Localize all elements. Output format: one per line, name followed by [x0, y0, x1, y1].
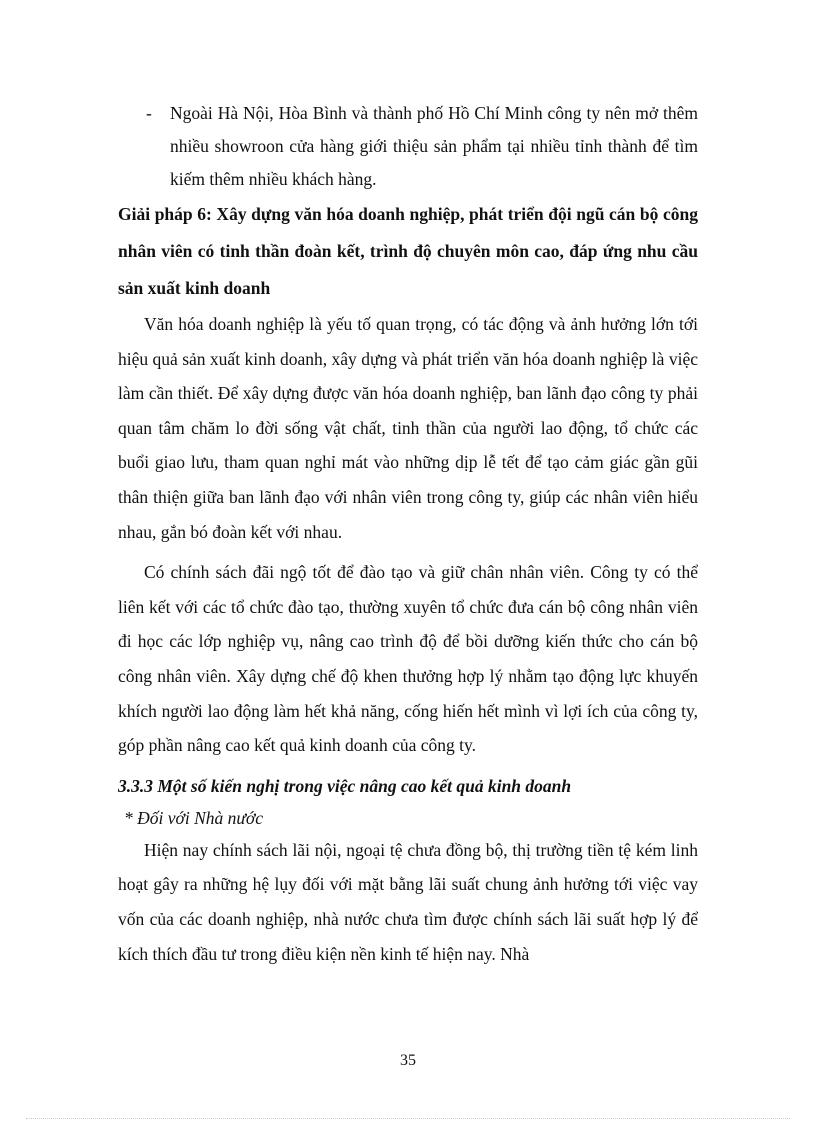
sub-heading: * Đối với Nhà nước — [124, 807, 264, 828]
paragraph-corporate-culture: Văn hóa doanh nghiệp là yếu tố quan trọng, có tác động và ảnh hưởng lớn tới hiệu quả sản xuất kinh doanh, xây dựng và phát triển văn hóa doanh nghiệp là việc làm cần thiết. Để xây dựng được văn hóa doanh nghiệp, ban lãnh đạo công ty phải quan tâm chăm lo đời sống vật chất, tinh thần của người lao động, tổ chức các buổi giao lưu, tham quan nghỉ mát vào những dịp lễ tết để tạo cảm giác gần gũi thân thiện giữa ban lãnh đạo với nhân viên trong công ty, giúp các nhân viên hiểu nhau, gắn bó đoàn kết với nhau. — [118, 314, 698, 542]
solution-heading: Giải pháp 6: Xây dựng văn hóa doanh nghiệp, phát triển đội ngũ cán bộ công nhân viên có tinh thần đoàn kết, trình độ chuyên môn cao, đáp ứng nhu cầu sản xuất kinh doanh — [118, 204, 698, 298]
bullet-text: Ngoài Hà Nội, Hòa Bình và thành phố Hồ Chí Minh công ty nên mở thêm nhiều showroon cửa hàng giới thiệu sản phẩm tại nhiều tỉnh thành để tìm kiếm thêm nhiều khách hàng. — [170, 103, 698, 189]
bullet-item — [118, 97, 698, 196]
bullet-mark: - — [146, 103, 152, 123]
section-heading: 3.3.3 Một số kiến nghị trong việc nâng cao kết quả kinh doanh — [118, 775, 572, 796]
paragraph-state-policy: Hiện nay chính sách lãi nội, ngoại tệ chưa đồng bộ, thị trường tiền tệ kém linh hoạt gây ra những hệ lụy đối với mặt bằng lãi suất chung ảnh hưởng tới việc vay vốn của các doanh nghiệp, nhà nước chưa tìm được chính sách lãi suất hợp lý để kích thích đầu tư trong điều kiện nền kinh tế hiện nay. Nhà — [118, 839, 698, 964]
paragraph-employee-policy: Có chính sách đãi ngộ tốt để đào tạo và giữ chân nhân viên. Công ty có thể liên kết với các tổ chức đào tạo, thường xuyên tổ chức đưa cán bộ công nhân viên đi học các lớp nghiệp vụ, nâng cao trình độ để bồi dưỡng kiến thức cho cán bộ công nhân viên. Xây dựng chế độ khen thưởng hợp lý nhằm tạo động lực khuyến khích người lao động làm hết khả năng, cống hiến hết mình vì lợi ích của công ty, góp phần nâng cao kết quả kinh doanh của công ty. — [118, 562, 698, 756]
page-content — [118, 97, 698, 971]
page-bottom-divider — [26, 1118, 790, 1119]
page-number: 35 — [400, 1052, 416, 1069]
